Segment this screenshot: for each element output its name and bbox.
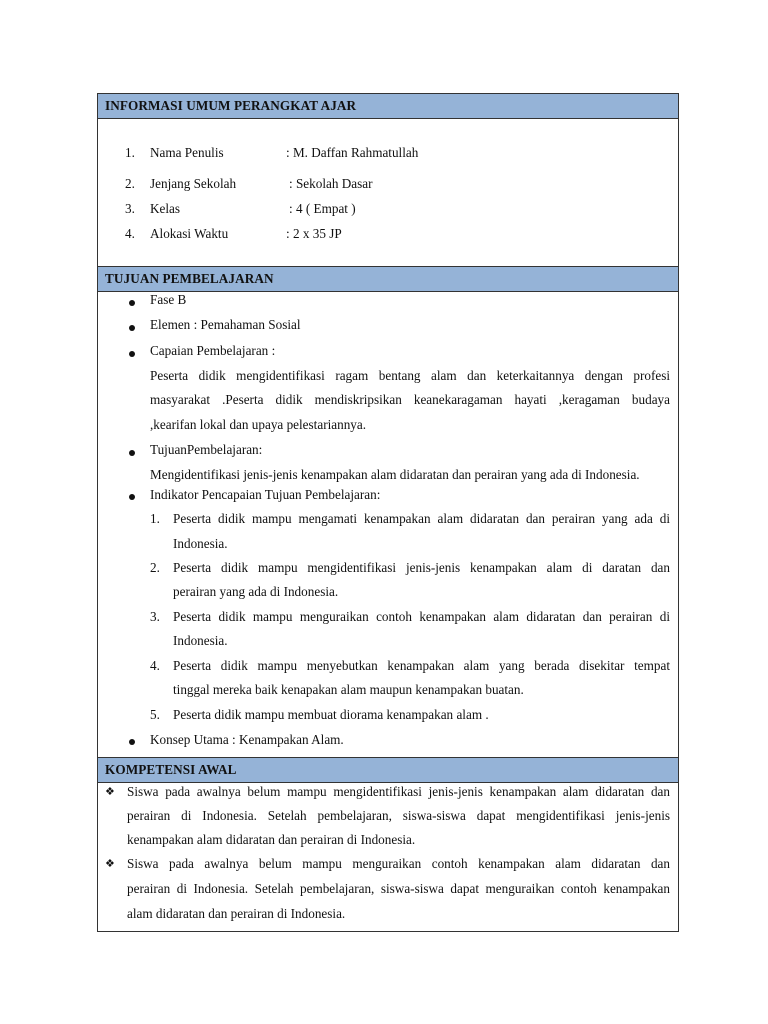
info-row [98,175,678,193]
kompetensi-line: Siswa pada awalnya belum mampu mengidentifikasi jenis-jenis kenampakan alam didaratan dan [127,784,670,799]
section-header-tujuan: TUJUAN PEMBELAJARAN [98,267,678,292]
capaian-line: Peserta didik mengidentifikasi ragam bentang alam dan keterkaitannya dengan profesi [150,368,670,383]
bullet-icon [129,325,135,331]
fase-text: Fase B [150,292,187,307]
tujuan-label: TujuanPembelajaran: [150,442,263,457]
tujuan-text: Mengidentifikasi jenis-jenis kenampakan alam didaratan dan perairan yang ada di Indonesia. [150,467,640,482]
bullet-icon [129,450,135,456]
info-row [98,144,678,162]
indikator-number: 1. [150,511,160,526]
indikator-text: tinggal mereka baik kenapakan alam maupun kenampakan buatan. [173,682,524,697]
info-label: Kelas [150,201,181,216]
info-row [98,200,678,218]
indikator-text: Peserta didik mampu menyebutkan kenampakan alam yang berada disekitar tempat [173,658,670,673]
kompetensi-section [98,783,678,931]
indikator-text: perairan yang ada di Indonesia. [173,584,339,599]
informasi-section [98,119,678,267]
info-number: 2. [125,176,135,191]
kompetensi-line: Siswa pada awalnya belum mampu menguraikan contoh kenampakan alam didaratan dan [127,856,670,871]
capaian-line: ,kearifan lokal dan upaya pelestariannya. [150,417,367,432]
info-label: Nama Penulis [150,145,224,160]
info-value: : Sekolah Dasar [289,176,373,191]
info-value: : 4 ( Empat ) [289,201,356,216]
indikator-number: 3. [150,609,160,624]
elemen-text: Elemen : Pemahaman Sosial [150,317,301,332]
indikator-text: Peserta didik mampu menguraikan contoh kenampakan alam didaratan dan perairan di [173,609,670,624]
lesson-plan-table [97,93,679,932]
info-number: 4. [125,226,135,241]
kompetensi-line: perairan di Indonesia. Setelah pembelajaran, siswa-siswa dapat menguraikan contoh kenampakan [127,881,670,896]
diamond-bullet-icon: ❖ [105,858,115,870]
indikator-number: 5. [150,707,160,722]
konsep-text: Konsep Utama : Kenampakan Alam. [150,732,344,747]
kompetensi-line: alam didaratan dan perairan di Indonesia. [127,906,346,921]
capaian-line: masyarakat .Peserta didik mendiskripsikan keanekaragaman hayati ,keragaman budaya [150,392,670,407]
indikator-label: Indikator Pencapaian Tujuan Pembelajaran: [150,487,381,502]
bullet-icon [129,351,135,357]
tujuan-section [98,292,678,757]
kompetensi-line: perairan di Indonesia. Setelah pembelajaran, siswa-siswa dapat mengidentifikasi jenis-jenis [127,808,670,823]
indikator-text: Indonesia. [173,536,228,551]
section-header-informasi: INFORMASI UMUM PERANGKAT AJAR [98,94,678,119]
indikator-text: Peserta didik mampu mengidentifikasi jenis-jenis kenampakan alam di daratan dan [173,560,670,575]
info-label: Jenjang Sekolah [150,176,237,191]
section-header-kompetensi: KOMPETENSI AWAL [98,757,678,783]
indikator-text: Indonesia. [173,633,228,648]
info-number: 3. [125,201,135,216]
info-value: : 2 x 35 JP [286,226,342,241]
indikator-number: 4. [150,658,160,673]
indikator-text: Peserta didik mampu membuat diorama kenampakan alam . [173,707,489,722]
kompetensi-line: kenampakan alam didaratan dan perairan di Indonesia. [127,832,416,847]
indikator-number: 2. [150,560,160,575]
bullet-icon [129,739,135,745]
info-value: : M. Daffan Rahmatullah [286,145,419,160]
indikator-text: Peserta didik mampu mengamati kenampakan alam didaratan dan perairan yang ada di [173,511,670,526]
info-label: Alokasi Waktu [150,226,229,241]
info-number: 1. [125,145,135,160]
capaian-label: Capaian Pembelajaran : [150,343,276,358]
bullet-icon [129,494,135,500]
info-row [98,225,678,243]
bullet-icon [129,300,135,306]
diamond-bullet-icon: ❖ [105,786,115,798]
